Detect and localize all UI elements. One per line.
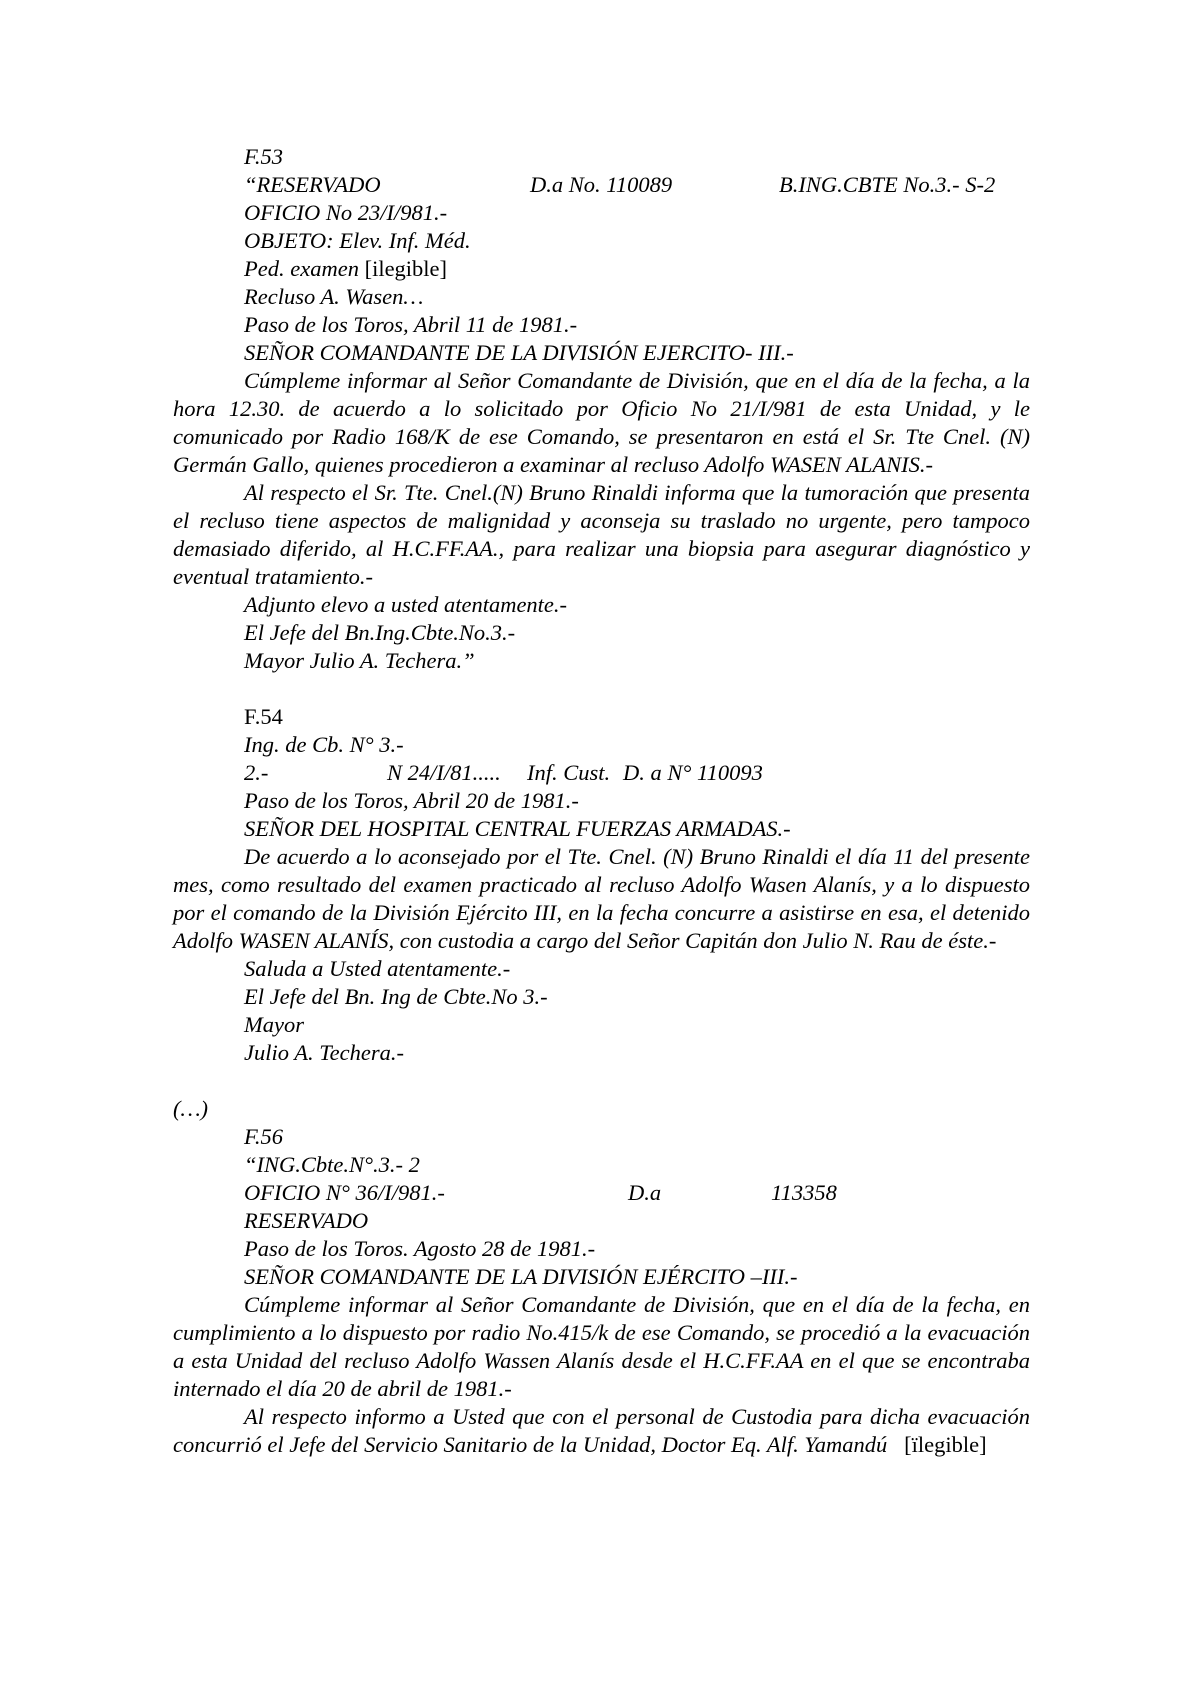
unit-line: Ing. de Cb. N° 3.- [244,732,404,757]
subject-short: Inf. Cust. [527,760,611,785]
date-line: Paso de los Toros. Agosto 28 de 1981.- [244,1236,596,1261]
doc-number: D.a No. 110089 [530,172,673,197]
addressee-line: SEÑOR DEL HOSPITAL CENTRAL FUERZAS ARMADAS.- [244,816,791,841]
ellipsis-marker: (…) [173,1096,208,1121]
closing-line: Adjunto elevo a usted atentamente.- [244,592,568,617]
ped-text: Ped. examen [244,256,359,281]
signatory-title: El Jefe del Bn. Ing de Cbte.No 3.- [244,984,548,1009]
signature-name: Julio A. Techera.- [244,1040,404,1065]
header-line [173,759,1030,787]
reservado-label: RESERVADO [244,1208,369,1233]
illegible-note: [ilegible] [358,256,448,281]
illegible-note: [ïlegible] [887,1432,987,1457]
signatory-rank: Mayor [244,1012,304,1037]
date-line: Paso de los Toros, Abril 20 de 1981.- [244,788,579,813]
paragraph-text: Cúmpleme informar al Señor Comandante de División, que en el día de la fecha, en cumplimiento a lo dispuesto por radio No.415/k de ese Comando, se procedió a la evacuación a esta Unidad del recluso Adolfo Wassen Alanís desde el H.C.FF.AA en el que se encontraba internado el día 20 de abril de 1981.- [173,1292,1030,1401]
body-paragraph [173,843,1030,955]
folio-label: F.56 [244,1124,283,1149]
addressee-line: SEÑOR COMANDANTE DE LA DIVISIÓN EJÉRCITO –III.- [244,1264,798,1289]
unit-line: “ING.Cbte.N°.3.- 2 [244,1152,420,1177]
unit-reference: B.ING.CBTE No.3.- S-2 [779,172,996,197]
closing-line: Saluda a Usted atentamente.- [244,956,511,981]
objeto-line: OBJETO: Elev. Inf. Méd. [244,228,471,253]
item-number: 2.- [244,760,269,785]
oficio-number: OFICIO N° 36/I/981.- [244,1180,445,1205]
spacer [173,1067,1030,1095]
body-paragraph [173,479,1030,591]
addressee-line: SEÑOR COMANDANTE DE LA DIVISIÓN EJERCITO- III.- [244,340,794,365]
body-paragraph [173,1291,1030,1403]
spacer [173,675,1030,703]
signatory-title: El Jefe del Bn.Ing.Cbte.No.3.- [244,620,516,645]
body-paragraph [173,1403,1030,1459]
recluso-line: Recluso A. Wasen… [244,284,424,309]
oficio-number: OFICIO No 23/I/981.- [244,200,448,225]
doc-abbrev: D.a [628,1180,662,1205]
paragraph-text: De acuerdo a lo aconsejado por el Tte. Cnel. (N) Bruno Rinaldi el día 11 del presente mes, como resultado del examen practicado al recluso Adolfo Wasen Alanís, y a lo dispuesto por el comando de la División Ejército III, en la fecha concurre a asistirse en esa, el detenido Adolfo WASEN ALANÍS, con custodia a cargo del Señor Capitán don Julio N. Rau de éste.- [173,844,1030,953]
doc-number: D. a N° 110093 [623,760,763,785]
folio-label: F.54 [244,704,283,729]
signature-name: Mayor Julio A. Techera.” [244,648,475,673]
paragraph-text: Al respecto el Sr. Tte. Cnel.(N) Bruno Rinaldi informa que la tumoración que presenta el recluso tiene aspectos de malignidad y aconseja su traslado no urgente, pero tampoco demasiado diferido, al H.C.FF.AA., para realizar una biopsia para asegurar diagnóstico y eventual tratamiento.- [173,480,1030,589]
ped-line [173,255,1030,283]
reservado-label: “RESERVADO [244,172,381,197]
date-line: Paso de los Toros, Abril 11 de 1981.- [244,312,578,337]
header-line [173,171,1030,199]
doc-number: 113358 [771,1180,837,1205]
folio-label: F.53 [244,144,283,169]
body-paragraph [173,367,1030,479]
document-body [173,143,1030,1459]
paragraph-text: Al respecto informo a Usted que con el personal de Custodia para dicha evacuación concurrió el Jefe del Servicio Sanitario de la Unidad, Doctor Eq. Alf. Yamandú [173,1404,1030,1457]
header-line [173,1179,1030,1207]
paragraph-text: Cúmpleme informar al Señor Comandante de División, que en el día de la fecha, a la hora 12.30. de acuerdo a lo solicitado por Oficio No 21/I/981 de esta Unidad, y le comunicado por Radio 168/K de ese Comando, se presentaron en está el Sr. Tte Cnel. (N) Germán Gallo, quienes procedieron a examinar al recluso Adolfo WASEN ALANIS.- [173,368,1030,477]
oficio-number: N 24/I/81..... [387,760,501,785]
